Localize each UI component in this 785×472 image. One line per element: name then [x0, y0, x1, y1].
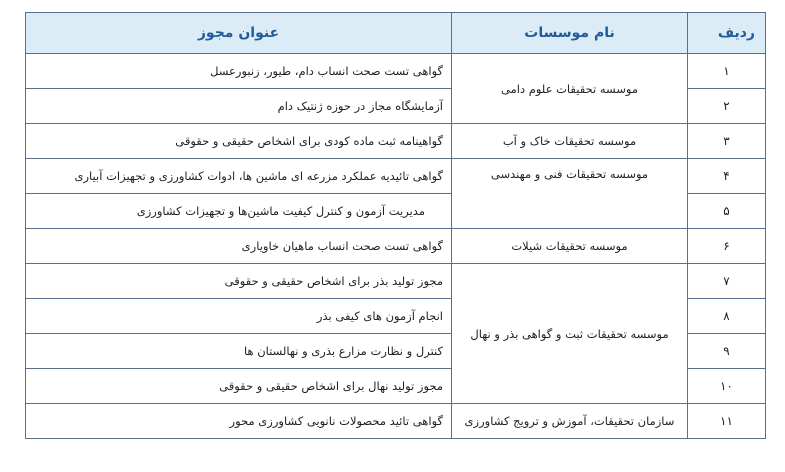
license-title-cell: گواهینامه ثبت ماده کودی برای اشخاص حقیقی و حقوقی — [26, 124, 452, 159]
table-header-row — [26, 13, 766, 54]
row-number: ۷ — [688, 264, 766, 299]
row-number: ۱ — [688, 54, 766, 89]
institution-cell: موسسه تحقیقات ثبت و گواهی بذر و نهال — [452, 264, 688, 404]
institution-cell: موسسه تحقیقات فنی و مهندسی — [452, 159, 688, 229]
row-number: ۱۱ — [688, 404, 766, 439]
table-row — [26, 124, 766, 159]
institution-cell: سازمان تحقیقات، آموزش و ترویج کشاورزی — [452, 404, 688, 439]
row-number: ۹ — [688, 334, 766, 369]
license-title-cell: آزمایشگاه مجاز در حوزه ژنتیک دام — [26, 89, 452, 124]
row-number: ۶ — [688, 229, 766, 264]
row-number: ۴ — [688, 159, 766, 194]
license-title-cell: مجوز تولید نهال برای اشخاص حقیقی و حقوقی — [26, 369, 452, 404]
license-title-cell: گواهی تائید محصولات نانویی کشاورزی محور — [26, 404, 452, 439]
header-license-title: عنوان مجوز — [26, 13, 452, 54]
license-title-cell: گواهی تائیدیه عملکرد مزرعه ای ماشین ها، ادوات کشاورزی و تجهیزات آبیاری — [26, 159, 452, 194]
row-number: ۳ — [688, 124, 766, 159]
institution-cell: موسسه تحقیقات شیلات — [452, 229, 688, 264]
table-row — [26, 404, 766, 439]
license-table-container — [25, 12, 765, 439]
license-title-cell: انجام آزمون های کیفی بذر — [26, 299, 452, 334]
institution-cell: موسسه تحقیقات علوم دامی — [452, 54, 688, 124]
header-radif: ردیف — [688, 13, 766, 54]
row-number: ۱۰ — [688, 369, 766, 404]
license-title-cell: گواهی تست صحت انساب ماهیان خاویاری — [26, 229, 452, 264]
table-row — [26, 264, 766, 299]
license-title-cell: گواهی تست صحت انساب دام، طیور، زنبورعسل — [26, 54, 452, 89]
license-title-cell: کنترل و نظارت مزارع بذری و نهالستان ها — [26, 334, 452, 369]
row-number: ۸ — [688, 299, 766, 334]
table-row — [26, 54, 766, 89]
table-row — [26, 229, 766, 264]
row-number: ۵ — [688, 194, 766, 229]
license-title-cell: مدیریت آزمون و کنترل کیفیت ماشین‌ها و تجهیزات کشاورزی — [26, 194, 452, 229]
institution-cell: موسسه تحقیقات خاک و آب — [452, 124, 688, 159]
table-row — [26, 159, 766, 194]
header-institutions: نام موسسات — [452, 13, 688, 54]
license-title-cell: مجوز تولید بذر برای اشخاص حقیقی و حقوقی — [26, 264, 452, 299]
license-table — [25, 12, 766, 439]
row-number: ۲ — [688, 89, 766, 124]
